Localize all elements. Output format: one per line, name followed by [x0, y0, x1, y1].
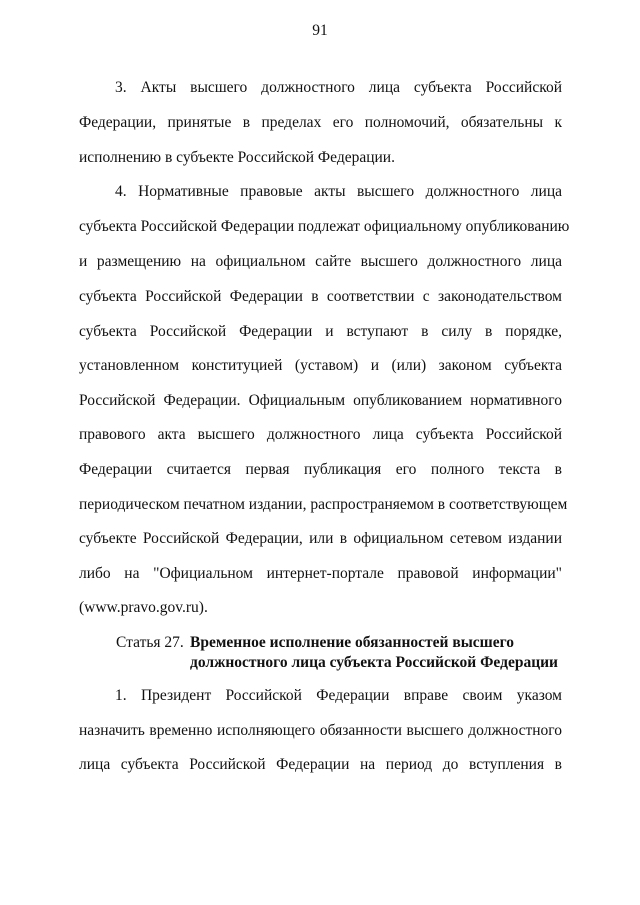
paragraph-4-line-6: установленном конституцией (уставом) и (или) законом субъекта [79, 357, 562, 374]
paragraph-4-line-9: Федерации считается первая публикация его полного текста в [79, 461, 562, 478]
article-paragraph-1-line-3: лица субъекта Российской Федерации на период до вступления в [79, 756, 562, 773]
article-title-line-1: Временное исполнение обязанностей высшего [190, 634, 515, 651]
paragraph-4-line-8: правового акта высшего должностного лица субъекта Российской [79, 426, 562, 443]
paragraph-3-line-3: исполнению в субъекте Российской Федерации. [79, 149, 395, 166]
page-number: 91 [312, 22, 328, 39]
article-paragraph-1-line-1: 1. Президент Российской Федерации вправе своим указом [115, 687, 562, 704]
article-title-line-2: должностного лица субъекта Российской Федерации [190, 654, 558, 671]
paragraph-4-line-13: (www.pravo.gov.ru). [79, 599, 208, 616]
article-label: Статья 27. [116, 634, 184, 651]
paragraph-4-line-11: субъекте Российской Федерации, или в официальном сетевом издании [79, 530, 562, 547]
paragraph-3-line-2: Федерации, принятые в пределах его полномочий, обязательны к [79, 114, 562, 131]
paragraph-3-line-1: 3. Акты высшего должностного лица субъекта Российской [115, 79, 562, 96]
paragraph-4-line-5: субъекта Российской Федерации и вступают в силу в порядке, [79, 323, 562, 340]
paragraph-4-line-2: субъекта Российской Федерации подлежат официальному опубликованию [79, 218, 570, 235]
paragraph-4-line-7: Российской Федерации. Официальным опубликованием нормативного [79, 392, 562, 409]
paragraph-4-line-1: 4. Нормативные правовые акты высшего должностного лица [115, 183, 562, 200]
paragraph-4-line-10: периодическом печатном издании, распространяемом в соответствующем [79, 496, 568, 513]
paragraph-4-line-4: субъекта Российской Федерации в соответствии с законодательством [79, 288, 562, 305]
article-paragraph-1-line-2: назначить временно исполняющего обязанности высшего должностного [79, 722, 562, 739]
paragraph-4-line-12: либо на "Официальном интернет-портале правовой информации" [79, 565, 562, 582]
paragraph-4-line-3: и размещению на официальном сайте высшего должностного лица [79, 253, 562, 270]
